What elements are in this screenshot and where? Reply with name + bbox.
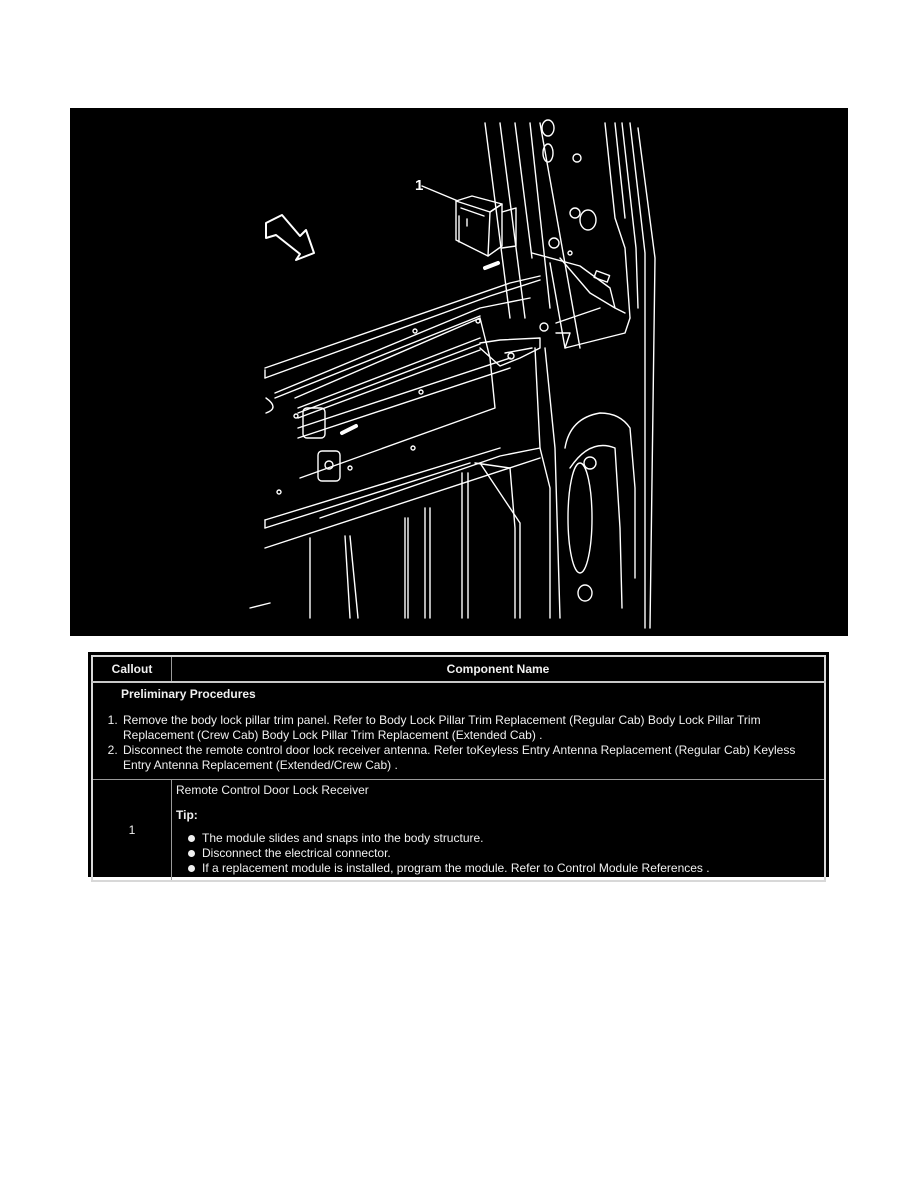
preliminary-step: 1. Remove the body lock pillar trim panel. Refer to Body Lock Pillar Trim Replacement (Regular Cab) Body Lock Pillar Trim Replacement (Crew Cab) Body Lock Pillar Trim Replacement (Extended Cab) . [121, 713, 818, 743]
callout-number: 1 [92, 780, 172, 882]
tip-item: If a replacement module is installed, program the module. Refer to Control Module References . [188, 861, 820, 876]
preliminary-step: 2. Disconnect the remote control door lock receiver antenna. Refer toKeyless Entry Antenna Replacement (Regular Cab) Keyless Entry Antenna Replacement (Extended/Crew Cab) . [121, 743, 818, 773]
component-name: Remote Control Door Lock Receiver [176, 783, 369, 797]
column-header-component-name: Component Name [172, 656, 826, 682]
tip-list [176, 831, 820, 876]
tip-item: The module slides and snaps into the body structure. [188, 831, 820, 846]
direction-arrow-icon [266, 215, 314, 260]
callout-label: 1 [415, 177, 424, 194]
tip-item: Disconnect the electrical connector. [188, 846, 820, 861]
bullet-icon [188, 865, 195, 872]
body-pillar-drawing [70, 108, 848, 636]
callout-table [91, 655, 826, 882]
preliminary-row [92, 682, 825, 780]
preliminary-title: Preliminary Procedures [121, 687, 256, 701]
illustration [70, 108, 848, 636]
column-header-callout: Callout [92, 656, 172, 682]
bullet-icon [188, 850, 195, 857]
bullet-icon [188, 835, 195, 842]
tip-label: Tip: [176, 808, 198, 822]
table-row [92, 780, 825, 882]
preliminary-steps [99, 713, 818, 773]
callout-table-container [88, 652, 829, 877]
